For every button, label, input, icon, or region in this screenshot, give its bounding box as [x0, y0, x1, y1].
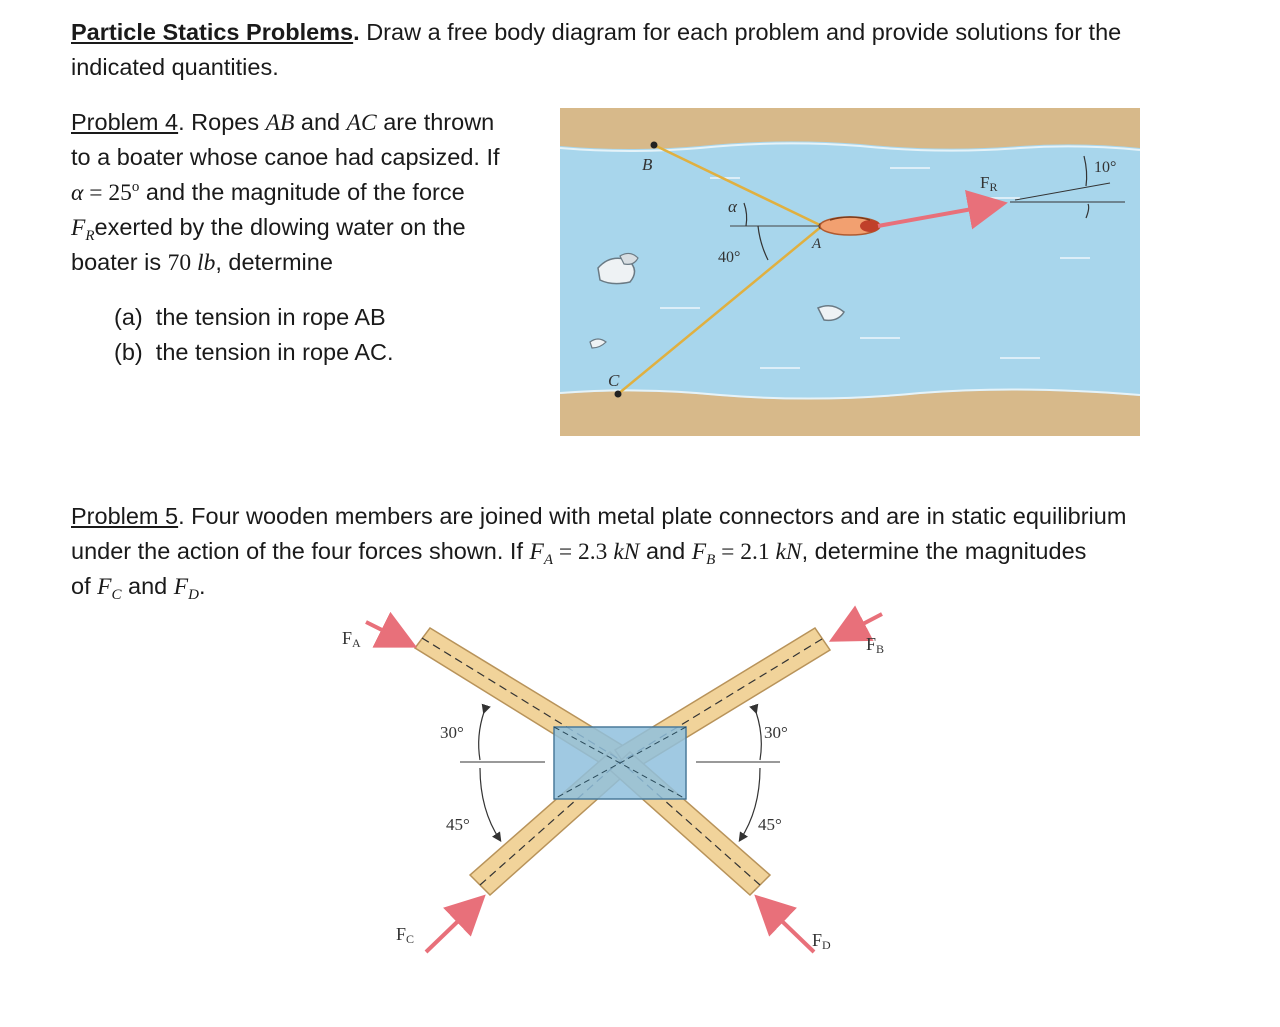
problem4-line-2: to a boater whose canoe had capsized. If — [71, 144, 500, 170]
force-fa-value: = 2.3 — [553, 539, 614, 565]
label-fd — [812, 930, 831, 952]
label-fb-sub: B — [876, 642, 885, 656]
label-fa-sub: A — [352, 636, 361, 650]
force-fc-symbol: F — [97, 574, 112, 600]
force-fb-subscript: B — [706, 552, 716, 568]
problem5-text: and — [639, 538, 692, 564]
problem4-heading: Problem 4 — [71, 109, 179, 135]
label-fc-sub: C — [406, 932, 415, 946]
problem5-line-2 — [71, 534, 1086, 570]
force-fd-subscript: D — [188, 587, 199, 603]
force-value: 70 — [167, 250, 198, 276]
arc-right-30 — [756, 712, 761, 760]
arc-left-30 — [479, 712, 484, 760]
wooden-members-figure — [330, 600, 930, 970]
label-fd-sub: D — [822, 938, 831, 952]
problem4-part-a — [114, 300, 386, 335]
problem5-text: of — [71, 573, 98, 599]
unit-kn: kN — [613, 539, 640, 565]
label-a: A — [812, 236, 822, 252]
problem5-heading: Problem 5 — [71, 503, 179, 529]
force-fc-subscript: C — [111, 587, 122, 603]
force-fr-symbol: F — [71, 215, 86, 241]
alpha-symbol: α — [71, 180, 84, 206]
rope-ac-symbol: AC — [346, 110, 377, 136]
intro-line-2: indicated quantities. — [71, 54, 279, 80]
force-unit: lb — [197, 250, 216, 276]
label-10deg: 10° — [1094, 159, 1117, 176]
intro-text-1: Draw a free body diagram for each problem and provide solutions for the — [366, 19, 1122, 45]
label-fa-main: F — [342, 628, 353, 648]
part-text: the tension in rope AB — [155, 304, 386, 330]
part-label: (a) — [114, 304, 143, 330]
force-fb-symbol: F — [691, 539, 707, 565]
part-label: (b) — [114, 339, 143, 365]
degree-mark: o — [131, 179, 140, 195]
unit-kn: kN — [775, 539, 802, 565]
problem4-text: Ropes — [191, 109, 266, 135]
problem4-text: are thrown — [376, 109, 495, 135]
label-fb — [866, 634, 884, 656]
force-fa-symbol: F — [529, 539, 544, 565]
problem5-text: Four wooden members are joined with metal plate connectors and are in static equilibrium — [191, 503, 1127, 529]
label-angle-right-45: 45° — [758, 815, 782, 834]
label-alpha: α — [728, 197, 737, 216]
label-fr-main: F — [980, 173, 990, 192]
problem4-part-b — [114, 335, 394, 370]
label-c: C — [608, 371, 620, 390]
problem5-text: and — [121, 573, 174, 599]
alpha-value: = 25 — [83, 180, 132, 206]
force-fa-arrow — [366, 622, 410, 644]
label-fr-sub: R — [989, 180, 998, 194]
rope-ab-symbol: AB — [265, 110, 295, 136]
label-40deg: 40° — [718, 249, 741, 266]
force-fb-value: = 2.1 — [715, 539, 776, 565]
force-fd-symbol: F — [173, 574, 189, 600]
label-fc-main: F — [396, 924, 407, 944]
canoe-icon — [820, 217, 880, 235]
arc-left-45 — [480, 768, 500, 840]
label-fd-main: F — [812, 930, 823, 950]
problem4-text: boater is — [71, 249, 168, 275]
problem4-text: and — [294, 109, 347, 135]
force-fr-subscript: R — [85, 228, 95, 244]
force-fa-subscript: A — [543, 552, 554, 568]
intro-line-1: Particle Statics Problems. Draw a free body diagram for each problem and provide solutions for the — [71, 19, 1122, 45]
problem5-line-1: Problem 5. Four wooden members are joined with metal plate connectors and are in static equilibrium — [71, 503, 1127, 529]
arc-right-45 — [740, 768, 760, 840]
problem4-line-5 — [71, 245, 333, 281]
point-c — [615, 391, 622, 398]
label-angle-right-30: 30° — [764, 723, 788, 742]
problem4-text: and the magnitude of the force — [139, 179, 465, 205]
problem4-text: , determine — [215, 249, 333, 275]
river-figure — [560, 108, 1140, 436]
point-b — [651, 142, 658, 149]
problem5-line-3 — [71, 569, 206, 605]
label-angle-left-45: 45° — [446, 815, 470, 834]
label-angle-left-30: 30° — [440, 723, 464, 742]
label-fb-main: F — [866, 634, 877, 654]
problem5-text: under the action of the four forces shown. If — [71, 538, 530, 564]
force-fd-arrow — [760, 900, 814, 952]
problem4-line-1: Problem 4. Ropes AB and AC are thrown — [71, 109, 495, 136]
problem5-text: . — [199, 573, 206, 599]
problem4-line-4 — [71, 210, 466, 246]
label-fc — [396, 924, 414, 946]
part-text: the tension in rope AC. — [155, 339, 394, 365]
problem4-text: exerted by the dlowing water on the — [94, 214, 466, 240]
label-fa — [342, 628, 361, 650]
intro-title: Particle Statics Problems — [71, 19, 354, 45]
top-bank — [560, 108, 1140, 149]
label-b: B — [642, 155, 653, 174]
problem5-text: , determine the magnitudes — [801, 538, 1087, 564]
problem4-line-3 — [71, 175, 465, 211]
force-fc-arrow — [426, 900, 480, 952]
